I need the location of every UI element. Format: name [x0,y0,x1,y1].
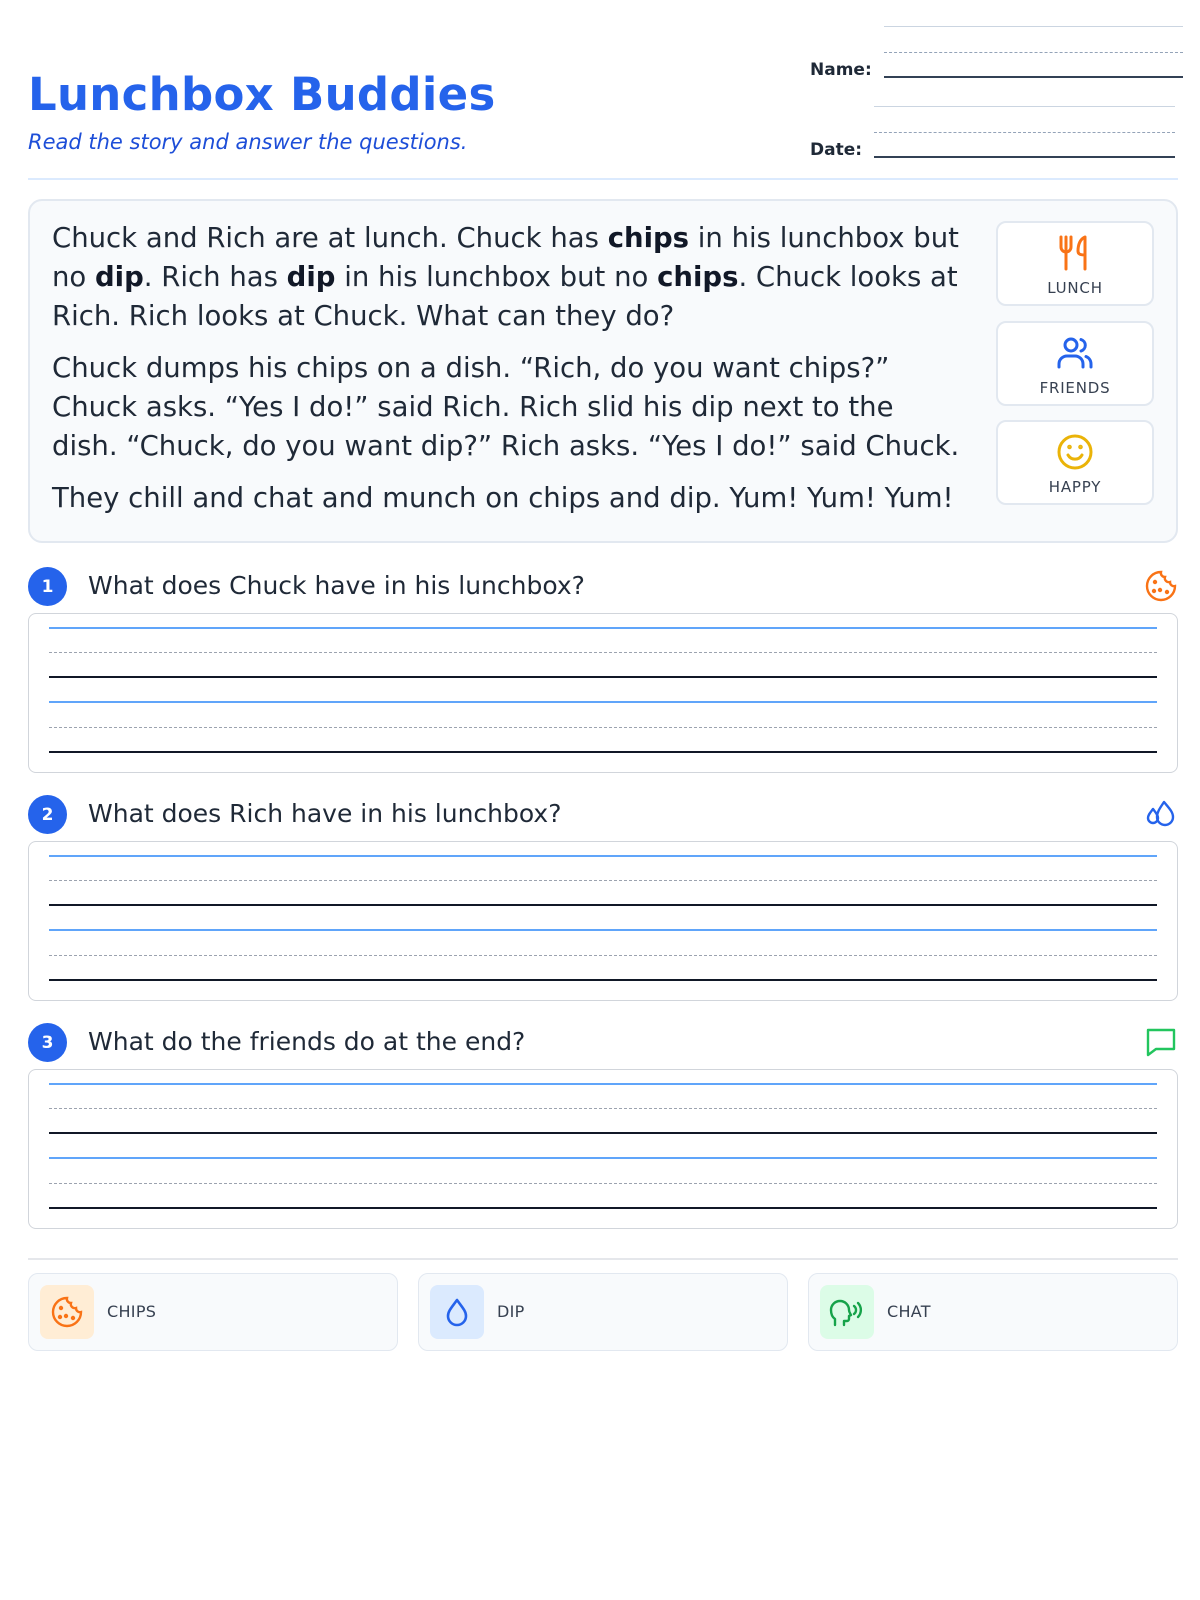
speech-bubble-icon [1144,1025,1178,1063]
story-vocab-word: chips [607,222,690,254]
question-text: What does Rich have in his lunchbox? [88,799,562,828]
word-bank-label: CHAT [887,1302,931,1321]
question-number-badge: 1 [28,567,67,606]
people-icon [1055,331,1095,375]
story-vocab-word: dip [95,261,144,293]
word-bank-chips [28,1273,398,1351]
vocab-card-lunch [996,221,1154,306]
cookie-icon [40,1285,94,1339]
story-vocab-word: chips [657,261,739,293]
story-box [28,199,1178,543]
story-text [52,219,962,531]
question-text: What do the friends do at the end? [88,1027,526,1056]
story-paragraph-3: They chill and chat and munch on chips and dip. Yum! Yum! Yum! [52,482,954,514]
answer-box-3[interactable] [28,1069,1178,1229]
question-number-badge: 2 [28,795,67,834]
worksheet-subtitle: Read the story and answer the questions. [28,130,468,154]
droplets-icon [1144,797,1178,835]
answer-box-1[interactable] [28,613,1178,773]
answer-box-2[interactable] [28,841,1178,1001]
worksheet-page [28,0,1178,1321]
smiley-icon [1055,430,1095,474]
story-paragraph-1: Chuck and Rich are at lunch. Chuck has chips in his lunchbox but no dip. Rich has dip in his lunchbox but no chips. Chuck looks at Rich. Rich looks at Chuck. What can they do? [52,222,959,332]
vocab-card-friends [996,321,1154,406]
worksheet-title: Lunchbox Buddies [28,68,496,121]
question-1 [28,567,1178,607]
footer-divider [28,1258,1178,1260]
name-label: Name: [810,60,872,80]
word-bank-label: DIP [497,1302,525,1321]
vocab-label: HAPPY [1048,478,1102,496]
name-field [810,26,1183,82]
question-number-badge: 3 [28,1023,67,1062]
date-field [810,106,1175,162]
word-bank-label: CHIPS [107,1302,157,1321]
word-bank-dip [418,1273,788,1351]
date-write-lines[interactable] [874,106,1175,162]
word-bank-chat [808,1273,1178,1351]
droplet-icon [430,1285,484,1339]
name-write-lines[interactable] [884,26,1183,82]
worksheet-header [28,0,1178,180]
story-vocab-word: dip [286,261,336,293]
fork-knife-icon [1055,231,1095,275]
vocab-label: FRIENDS [1039,379,1111,397]
question-text: What does Chuck have in his lunchbox? [88,571,585,600]
vocab-label: LUNCH [1047,279,1103,297]
question-2 [28,795,1178,835]
date-label: Date: [810,140,863,160]
story-paragraph-2: Chuck dumps his chips on a dish. “Rich, do you want chips?” Chuck asks. “Yes I do!” said Rich. Rich slid his dip next to the dish. “Chuck, do you want dip?” Rich asks. “Yes I do!” said Chuck. [52,352,960,462]
cookie-icon [1144,569,1178,607]
question-3 [28,1023,1178,1063]
vocab-card-happy [996,420,1154,505]
speaking-head-icon [820,1285,874,1339]
